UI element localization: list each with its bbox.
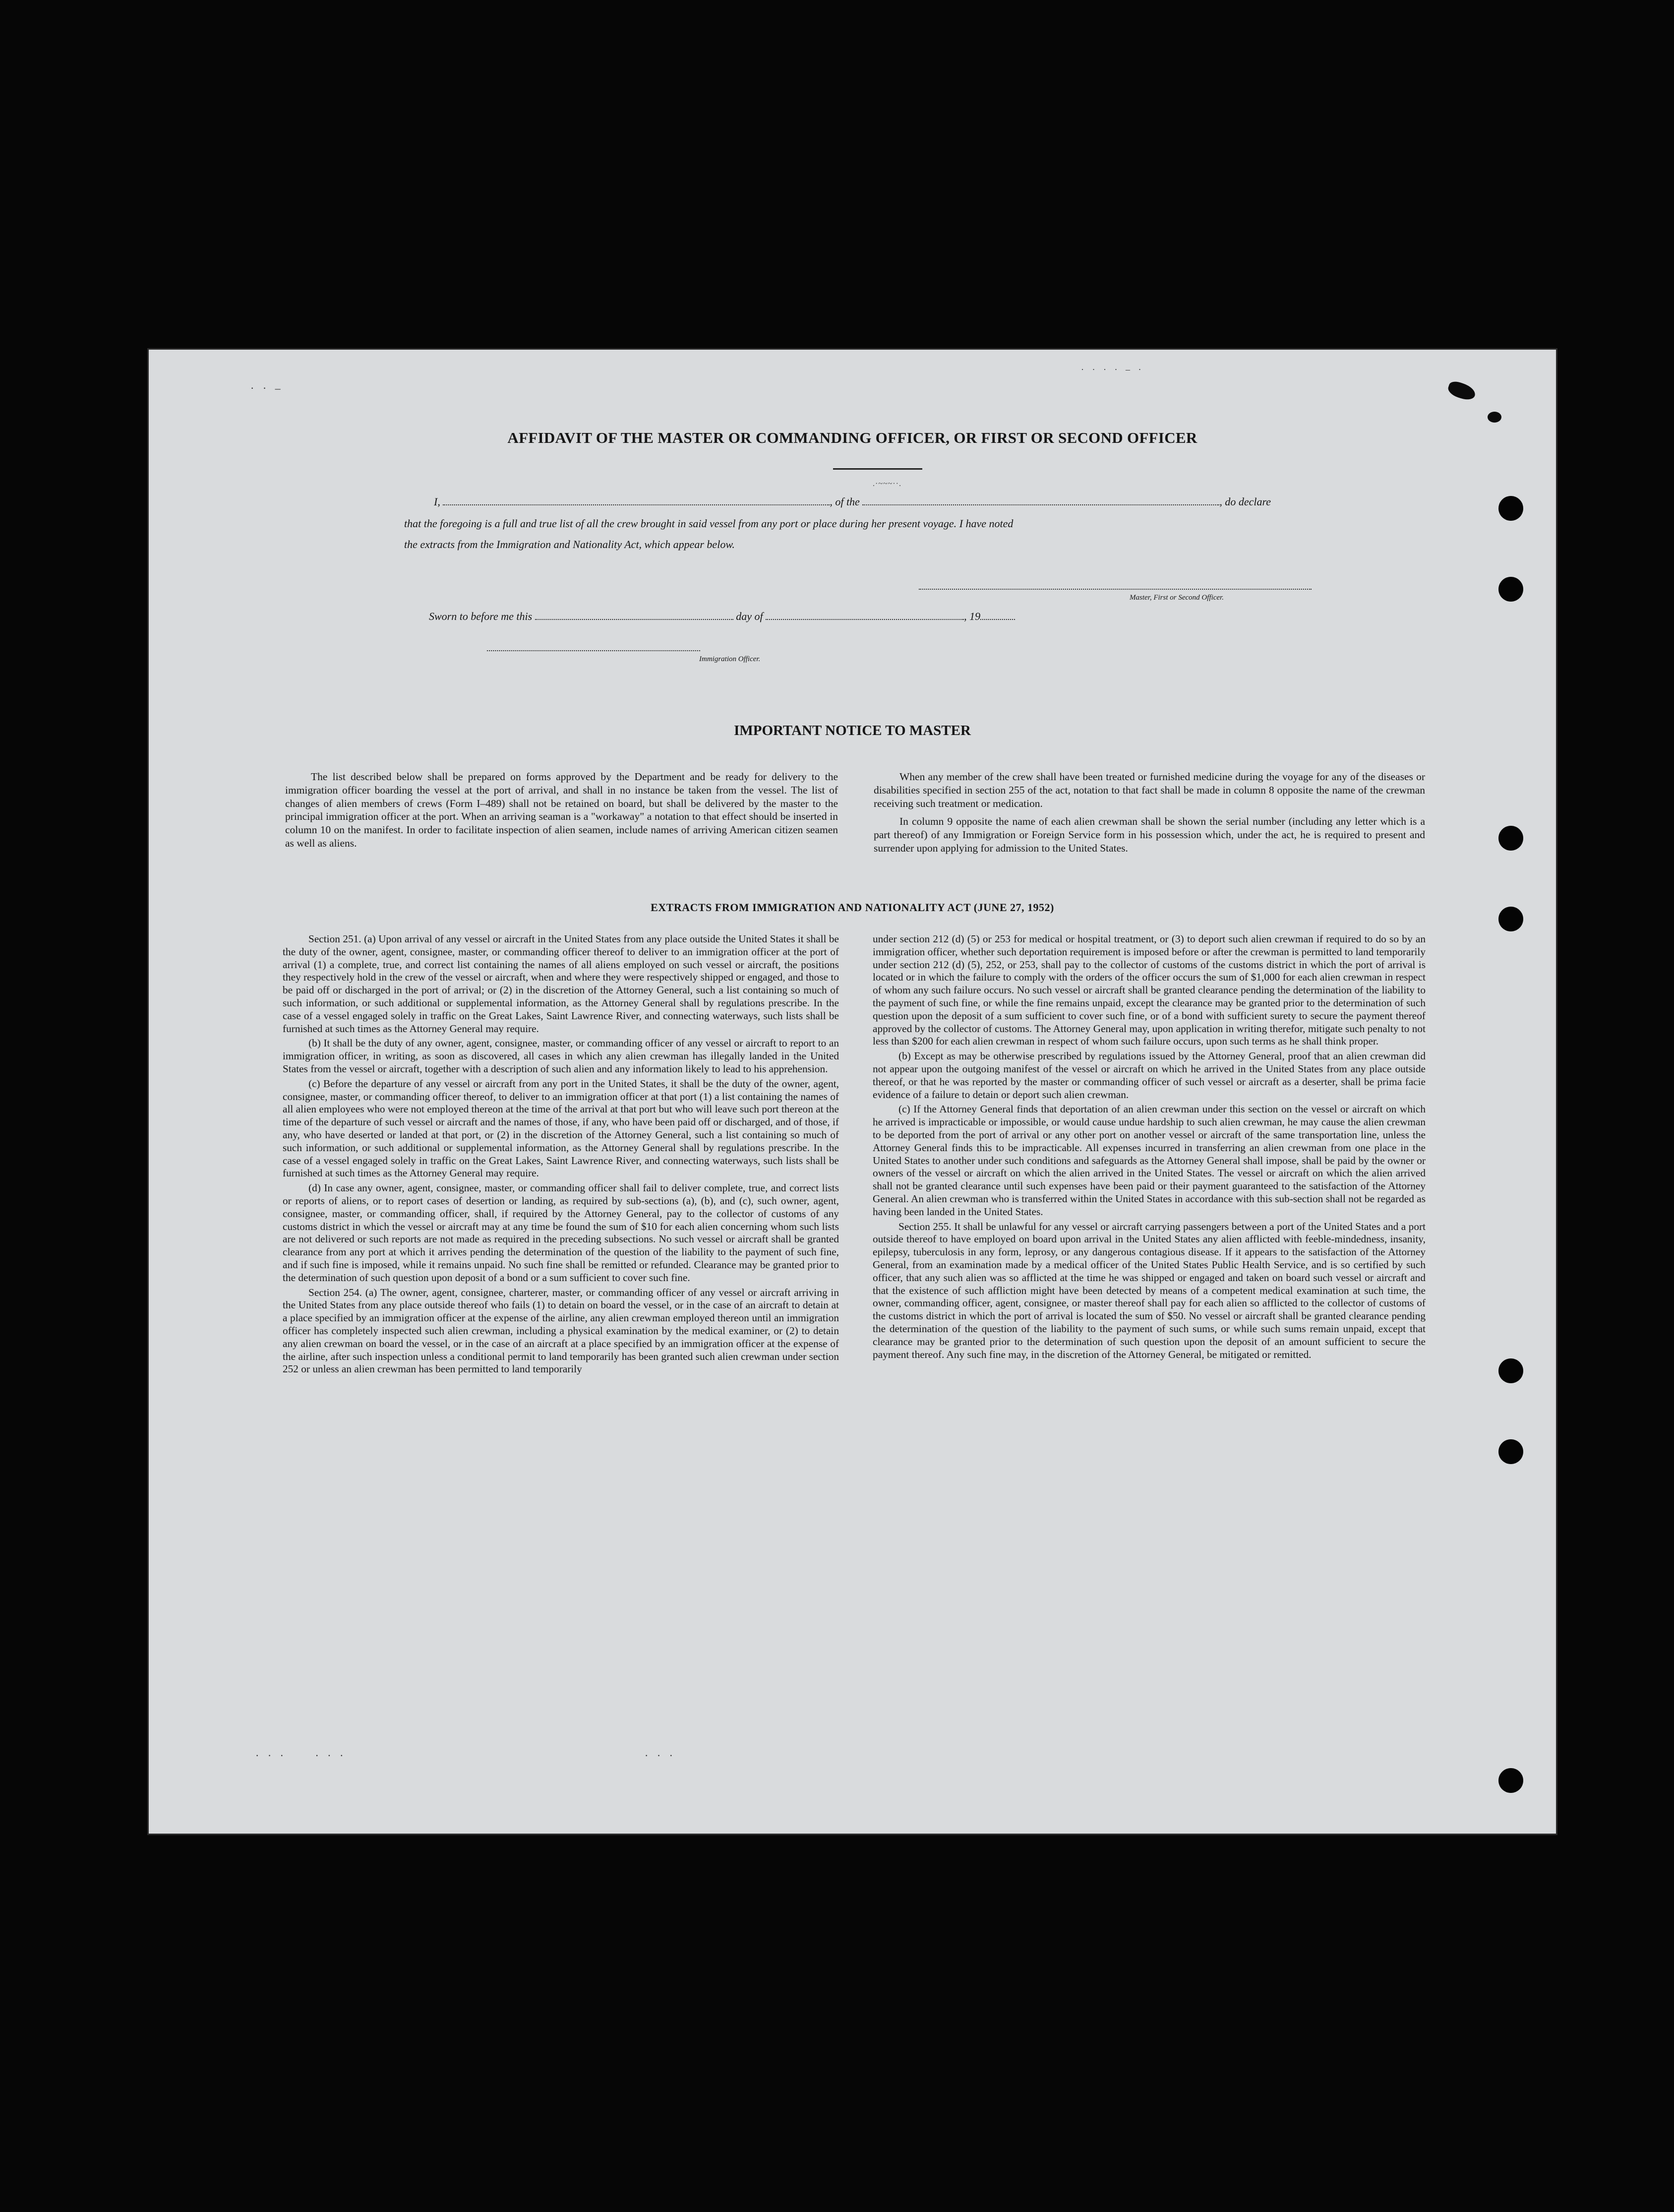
binder-hole [1498,1439,1523,1464]
notice-left-text: The list described below shall be prepared on forms approved by the Department and be ready for delivery to the immigration officer boarding the vessel at the port of arrival, and shall in no instance be taken from the vessel. The list of changes of alien members of crews (Form I–489) shall not be retained on board, but shall be delivered by the master to the principal immigration officer at the port. When an arriving seaman is a "workaway" a notation to that effect should be inserted in column 10 on the manifest. In order to facilitate inspection of alien seamen, include names of arriving American citizen seamen as well as aliens. [285,771,838,849]
edge-marks: · · · · – · [1081,365,1144,374]
affidavit-declaration-line [434,495,1271,508]
sworn-year-field[interactable] [980,610,1015,620]
master-signature-label: Master, First or Second Officer. [1130,594,1224,602]
section-251a: Section 251. (a) Upon arrival of any vessel or aircraft in the United States from any place outside the United States it shall be the duty of the owner, agent, consignee, master, or commanding officer thereof to deliver to an immigration officer at the port of arrival (1) a complete, true, and correct list containing the names of all aliens employed on such vessel or aircraft, the positions they respectively hold in the crew of the vessel or aircraft, when and where they were respectively shipped or engaged, and those to be paid off or discharged in the port of arrival; or (2) in the discretion of the Attorney General, such a list containing so much of such information, or such additional or supplemental information, as the Attorney General shall by regulations prescribe. In the case of a vessel engaged solely in traffic on the Great Lakes, Saint Lawrence River, and connecting waterways, such lists shall be furnished at such times as the Attorney General may require. [283,933,839,1035]
section-251c: (c) Before the departure of any vessel or aircraft from any port in the United States, it shall be the duty of the owner, agent, consignee, master, or commanding officer thereof, to deliver to an immigration officer at that port (1) a list containing the names of all alien employees who were not employed thereon at the time of the arrival at that port but who will leave such port thereon at the time of the departure of such vessel or aircraft and the names of those, if any, who have been paid off or discharged, and of those, if any, who have deserted or landed at that port, or (2) in the discretion of the Attorney General, such a list containing so much of such information, or such additional or supplemental information, as the Attorney General shall by regulations prescribe. In the case of a vessel engaged solely in traffic on the Great Lakes, Saint Lawrence River, and connecting waterways, such lists shall be furnished at such times as the Attorney General may require. [283,1077,839,1179]
binder-hole [1498,1358,1523,1383]
section-251b: (b) It shall be the duty of any owner, agent, consignee, master, or commanding officer of any vessel or aircraft to report to an immigration officer, in writing, as soon as discovered, all cases in which any alien crewman has illegally landed in the United States from the vessel or aircraft, together with a description of such alien and any information likely to lead to his apprehension. [283,1037,839,1075]
section-254c: (c) If the Attorney General finds that deportation of an alien crewman under this section on the vessel or aircraft on which he arrived is impracticable or impossible, or would cause undue hardship to such alien crewman, he may cause the alien crewman to be deported from the port of arrival or any other port on another vessel or aircraft of the same transportation line, unless the Attorney General finds this to be impracticable. All expenses incurred in transferring an alien crewman from one place in the United States to another under such conditions and safeguards as the Attorney General shall impose, shall be paid by the owner or owners of the vessel or aircraft on which the alien arrived in the United States. The vessel or aircraft on which the alien arrived shall not be granted clearance until such expenses have been paid or their payment guaranteed to the satisfaction of the Attorney General. An alien crewman who is transferred within the United States in accordance with this sub-section shall not be regarded as having been landed in the United States. [873,1103,1426,1218]
declare-suffix: , do declare [1219,495,1271,508]
document-page [149,350,1556,1834]
edge-marks: · · – [250,382,284,394]
declarant-prefix: I, [434,495,440,508]
section-254a: Section 254. (a) The owner, agent, consignee, charterer, master, or commanding officer of any vessel or aircraft arriving in the United States from any place outside thereof who fails (1) to detain on board the vessel, or in the case of an aircraft to detain at a place specified by an immigration officer at the expense of the airline, any alien crewman employed thereon until an immigration officer has completely inspected such alien crewman, including a physical examination by the medical examiner, or (2) to detain any alien crewman on board the vessel, or in the case of an aircraft at a place specified by an immigration officer at the expense of the airline, after such inspection unless a conditional permit to land temporarily has been granted such alien crewman under section 252 or unless an alien crewman has been permitted to land temporarily [283,1286,839,1375]
edge-marks: · · · [645,1749,676,1762]
affidavit-title: AFFIDAVIT OF THE MASTER OR COMMANDING OFFICER, OR FIRST OR SECOND OFFICER [507,429,1197,446]
sworn-year-prefix: , 19 [964,610,981,622]
section-254b: (b) Except as may be otherwise prescribed by regulations issued by the Attorney General, proof that an alien crewman did not appear upon the outgoing manifest of the vessel or aircraft on which he arrived in the United States from any place outside thereof, or that he was reported by the master or commanding officer of such vessel or aircraft as a deserter, shall be prima facie evidence of a failure to detain or deport such alien crewman. [873,1050,1426,1101]
binder-hole [1498,1768,1523,1793]
ink-smudge: .·~~~··. [873,480,901,488]
binder-hole [1498,907,1523,931]
ink-blot [1446,379,1478,402]
notice-title: IMPORTANT NOTICE TO MASTER [734,723,971,738]
section-251d: (d) In case any owner, agent, consignee, master, or commanding officer shall fail to deliver complete, true, and correct lists or reports of aliens, or to report cases of desertion or landing, as required by sub-sections (a), (b), and (c), such owner, agent, consignee, master, or commanding officer, shall, if required by the Attorney General, pay to the collector of customs of any customs district in which the vessel or aircraft may at any time be found the sum of $10 for each alien concerning whom such lists are not delivered or such reports are not made as required in the preceding subsections. No such vessel or aircraft shall be granted clearance from any port at which it arrives pending the determination of the question of the liability to the payment of such fine, and if such fine is imposed, while it remains unpaid. No such fine shall be remitted or refunded. Clearance may be granted prior to the determination of such question upon deposit of a bond or a sum sufficient to cover such fine. [283,1182,839,1284]
affidavit-line-2: that the foregoing is a full and true list of all the crew brought in said vessel from any port or place during her present voyage. I have noted [404,517,1014,530]
extracts-right-column [873,933,1426,1363]
immigration-officer-label: Immigration Officer. [699,655,761,663]
extracts-title: EXTRACTS FROM IMMIGRATION AND NATIONALITY ACT (JUNE 27, 1952) [651,901,1054,914]
section-255: Section 255. It shall be unlawful for any vessel or aircraft carrying passengers between a port of the United States and a port outside thereof to have employed on board upon arrival in the United States any alien afflicted with feeble-mindedness, insanity, epilepsy, tuberculosis in any form, leprosy, or any dangerous contagious disease. If it appears to the satisfaction of the Attorney General, from an examination made by a medical officer of the United States Public Health Service, and is so certified by such officer, that any such alien was so afflicted at the time he was shipped or engaged and taken on board such vessel or aircraft and that the existence of such affliction might have been detected by means of a competent medical examination at such time, the owner, commanding officer, agent, consignee, or master thereof shall pay for each alien so afflicted to the collector of customs of the customs district in which the port of arrival is located the sum of $50. No vessel or aircraft shall be granted clearance pending the determination of the question of the liability to the payment of such sums, or while such sums remain unpaid, except that clearance may be granted prior to the determination of such question upon the deposit of an amount sufficient to secure the payment thereof. Any such fine may, in the discretion of the Attorney General, be mitigated or remitted. [873,1220,1426,1360]
binder-hole [1498,577,1523,602]
notice-right-paragraphs [874,770,1425,855]
affidavit-line-3: the extracts from the Immigration and Nationality Act, which appear below. [404,538,735,551]
notice-right-text-2: In column 9 opposite the name of each alien crewman shall be shown the serial number (including any letter which is a part thereof) of any Immigration or Foreign Service form in his possession which, under the act, he is required to present and surrender upon applying for admission to the United States. [874,815,1425,854]
section-254a-continued: under section 212 (d) (5) or 253 for medical or hospital treatment, or (3) to deport such alien crewman if required to do so by an immigration officer, whether such deportation requirement is imposed before or after the crewman is permitted to land temporarily under section 212 (d) (5), 252, or 253, shall pay to the collector of customs of the customs district in which the port of arrival is located or in which the failure to comply with the orders of the officer occurs the sum of $1,000 for each alien crewman in respect of whom any such failure occurs. No such vessel or aircraft shall be granted clearance pending the determination of the liability to the payment of such fine, or while the fine remains unpaid, except the clearance may be granted prior to the determination of such question upon the deposit of a sum sufficient to cover such fine, or of a bond with sufficient surety to secure the payment thereof approved by the collector of customs. The Attorney General may, upon application in writing therefor, mitigate such penalty to not less than $200 for each alien crewman in respect of whom such failure occurs, upon such terms as he shall think proper. [873,933,1426,1047]
extracts-left-column [283,933,839,1378]
sworn-day-field[interactable] [535,610,733,620]
immigration-officer-signature-field[interactable] [487,650,700,651]
title-divider [833,468,922,470]
master-signature-field[interactable] [919,589,1312,590]
vessel-name-field[interactable] [862,495,1219,505]
sworn-prefix: Sworn to before me this [429,610,533,622]
notice-left-paragraph [285,770,838,850]
sworn-day-of: day of [736,610,763,622]
notice-right-text-1: When any member of the crew shall have been treated or furnished medicine during the voyage for any of the diseases or disabilities specified in section 255 of the act, notation to that fact shall be made in column 8 opposite the name of the crewman receiving such treatment or medication. [874,771,1425,809]
edge-marks: · · · · · · [255,1749,347,1762]
binder-hole [1498,496,1523,521]
sworn-month-field[interactable] [766,610,964,620]
declarant-name-field[interactable] [443,495,830,505]
vessel-prefix: , of the [830,495,860,508]
binder-hole [1498,826,1523,851]
ink-blot [1488,412,1501,423]
sworn-line [429,610,1015,623]
